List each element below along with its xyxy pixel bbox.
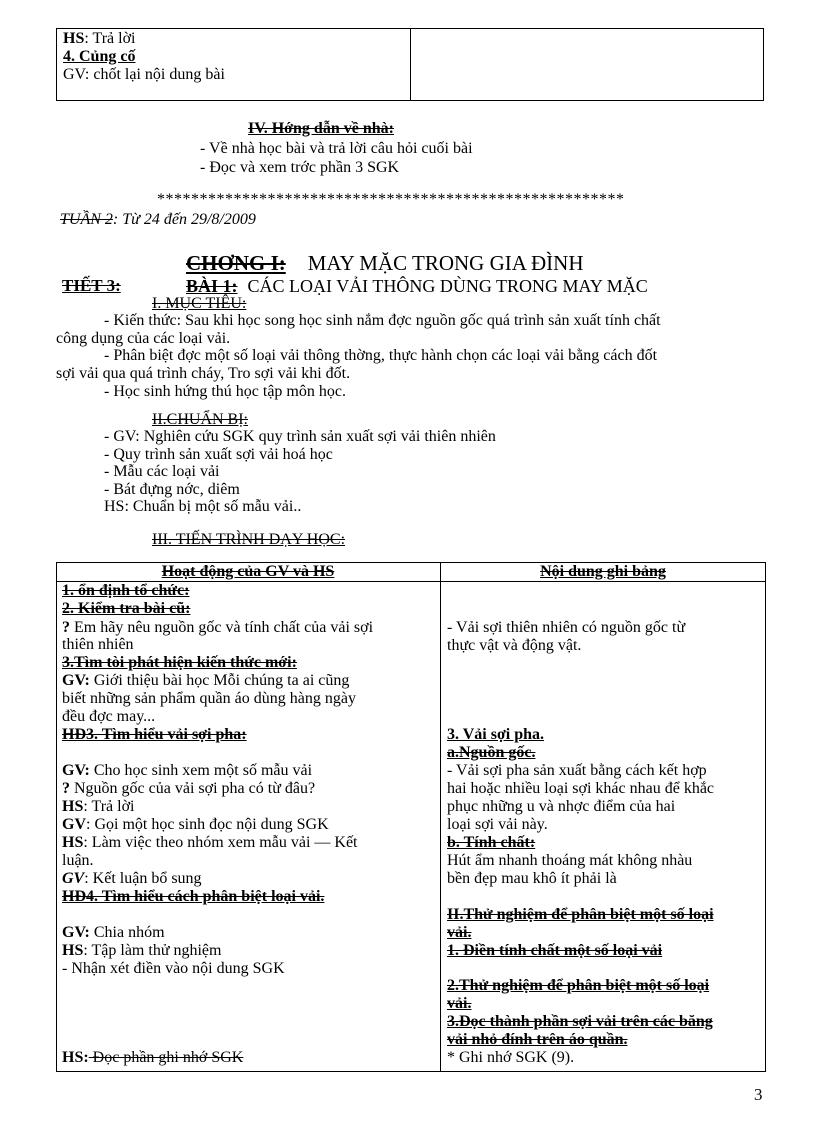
- left-line-b7: GV: Kết luận bổ sung: [62, 870, 202, 887]
- right-line-r11: bền đẹp mau khô ít phải là: [447, 870, 617, 887]
- right-line-r12: II.Thử nghiệm để phân biệt một số loại: [447, 906, 714, 923]
- right-line-r14: 1. Điền tính chất một số loại vải: [447, 942, 663, 959]
- preparation-line-3: - Mẫu các loại vải: [104, 463, 220, 480]
- lesson-heading: [186, 276, 648, 297]
- process-title: III. TIẾN TRÌNH DẠY HỌC:: [152, 531, 346, 548]
- week-label: TUẦN 2: [60, 211, 113, 228]
- objectives-title: I. MỤC TIÊU:: [152, 295, 247, 312]
- objectives-line-1: - Kiến thức: Sau khi học song học sinh nắm đợc nguồn gốc quá trình sản xuất tính chất: [104, 312, 661, 329]
- left-line-a2: 2. Kiểm tra bài cũ:: [62, 600, 191, 617]
- left-line-b3: HS: Trả lời: [62, 798, 135, 815]
- left-line-b5: HS: Làm việc theo nhóm xem mẫu vải — Kết: [62, 834, 358, 851]
- week-line: [60, 211, 256, 229]
- preparation-line-5: HS: Chuẩn bị một số mẫu vải..: [104, 498, 302, 515]
- objectives-line-5: - Học sinh hứng thú học tập môn học.: [104, 383, 346, 400]
- preparation-line-1: - GV: Nghiên cứu SGK quy trình sản xuất sợi vải thiên nhiên: [104, 428, 496, 445]
- left-line-b6: luận.: [62, 852, 94, 869]
- right-line-r13: vải.: [447, 924, 472, 941]
- right-line-r5: - Vải sợi pha sản xuất bằng cách kết hợp: [447, 762, 707, 779]
- right-line-r18: vải nhỏ đính trên áo quần.: [447, 1031, 628, 1048]
- left-line-a1: 1. ổn định tổ chức:: [62, 582, 190, 599]
- homework-title: IV. Hớng dẫn về nhà:: [248, 120, 394, 137]
- preparation-line-4: - Bát đựng nớc, diêm: [104, 481, 240, 498]
- homework-item-2: - Đọc và xem trớc phần 3 SGK: [200, 159, 400, 176]
- left-line-a3: ? Em hãy nêu nguồn gốc và tính chất của vải sợi: [62, 619, 374, 636]
- lesson-table: [56, 562, 766, 1072]
- left-line-a4: thiên nhiên: [62, 636, 134, 653]
- left-line-a7: biết những sản phẩm quần áo dùng hàng ngày: [62, 690, 356, 707]
- right-line-r6: hai hoặc nhiều loại sợi khác nhau để khắc: [447, 780, 715, 797]
- homework-item-1: - Về nhà học bài và trả lời câu hỏi cuối bài: [200, 140, 473, 157]
- left-line-c3: - Nhận xét điền vào nội dung SGK: [62, 960, 285, 977]
- right-line-r16: vải.: [447, 995, 472, 1012]
- review-heading: 4. Củng cố: [63, 48, 136, 65]
- right-line-r10: Hút ẩm nhanh thoáng mát không nhàu: [447, 852, 693, 869]
- left-line-b8: HĐ4. Tìm hiểu cách phân biệt loại vải.: [62, 888, 325, 905]
- chapter-label: CHƠNG I:: [186, 251, 286, 275]
- objectives-line-2: công dụng của các loại vải.: [56, 330, 231, 347]
- right-line-r2: thực vật và động vật.: [447, 637, 582, 654]
- preparation-line-2: - Quy trình sản xuất sợi vải hoá học: [104, 446, 333, 463]
- header-board-content: Nội dung ghi bảng: [540, 563, 666, 580]
- right-line-r8: loại sợi vải này.: [447, 816, 548, 833]
- page-number: 3: [754, 1085, 763, 1104]
- left-line-a6: GV: Giới thiệu bài học Mỗi chúng ta ai cũng: [62, 672, 350, 689]
- right-line-r9: b. Tính chất:: [447, 834, 536, 851]
- top-line-3: GV: chốt lại nội dung bài: [63, 66, 225, 83]
- left-line-c2: HS: Tập làm thử nghiệm: [62, 942, 222, 959]
- hs-label: HS: [63, 30, 85, 47]
- right-line-r7: phục những u và nhợc điểm của hai: [447, 798, 676, 815]
- chapter-heading: [186, 251, 584, 276]
- top-table-divider: [410, 29, 411, 100]
- objectives-line-4: sợi vải qua quá trình cháy, Tro sợi vải khi đốt.: [56, 365, 351, 382]
- left-line-c1: GV: Chia nhóm: [62, 924, 165, 941]
- left-line-a5: 3.Tìm tòi phát hiện kiến thức mới:: [62, 654, 297, 671]
- right-line-r15: 2.Thử nghiệm để phân biệt một số loại: [447, 977, 710, 994]
- preparation-title: II.CHUẨN BỊ:: [152, 411, 248, 428]
- right-line-r17: 3.Đọc thành phần sợi vải trên các băng: [447, 1013, 713, 1030]
- top-line-2: [63, 48, 135, 66]
- left-line-a9: HĐ3. Tìm hiểu vải sợi pha:: [62, 726, 247, 743]
- header-activities: Hoạt động của GV và HS: [161, 563, 335, 580]
- top-line-1-text: : Trả lời: [84, 30, 136, 47]
- right-line-r1: - Vải sợi thiên nhiên có nguồn gốc từ: [447, 619, 686, 636]
- chapter-title: MAY MẶC TRONG GIA ĐÌNH: [307, 251, 584, 275]
- left-line-a8: đều đợc may...: [62, 708, 156, 725]
- lesson-title: CÁC LOẠI VẢI THÔNG DÙNG TRONG MAY MẶC: [247, 276, 648, 296]
- left-line-b2: ? Nguồn gốc của vải sợi pha có từ đâu?: [62, 780, 316, 797]
- top-line-1: [63, 30, 136, 48]
- objectives-line-3: - Phân biệt đợc một số loại vải thông thờng, thực hành chọn các loại vải bằng cách đốt: [104, 347, 658, 364]
- top-table: [56, 28, 764, 101]
- right-line-r19: * Ghi nhớ SGK (9).: [447, 1049, 575, 1066]
- right-line-r4: a.Nguồn gốc.: [447, 744, 536, 761]
- week-dates: : Từ 24 đến 29/8/2009: [112, 211, 256, 228]
- left-line-c4: HS: Đọc phần ghi nhớ SGK: [62, 1049, 244, 1066]
- separator: *******************************************************: [157, 191, 625, 208]
- right-line-r3: 3. Vải sợi pha.: [447, 726, 545, 743]
- left-line-b1: GV: Cho học sinh xem một số mẫu vải: [62, 762, 313, 779]
- table-column-divider: [440, 563, 441, 1071]
- lesson-label: BÀI 1:: [186, 276, 238, 296]
- lesson-period: TIẾT 3:: [62, 276, 121, 295]
- left-line-b4: GV: Gọi một học sinh đọc nội dung SGK: [62, 816, 329, 833]
